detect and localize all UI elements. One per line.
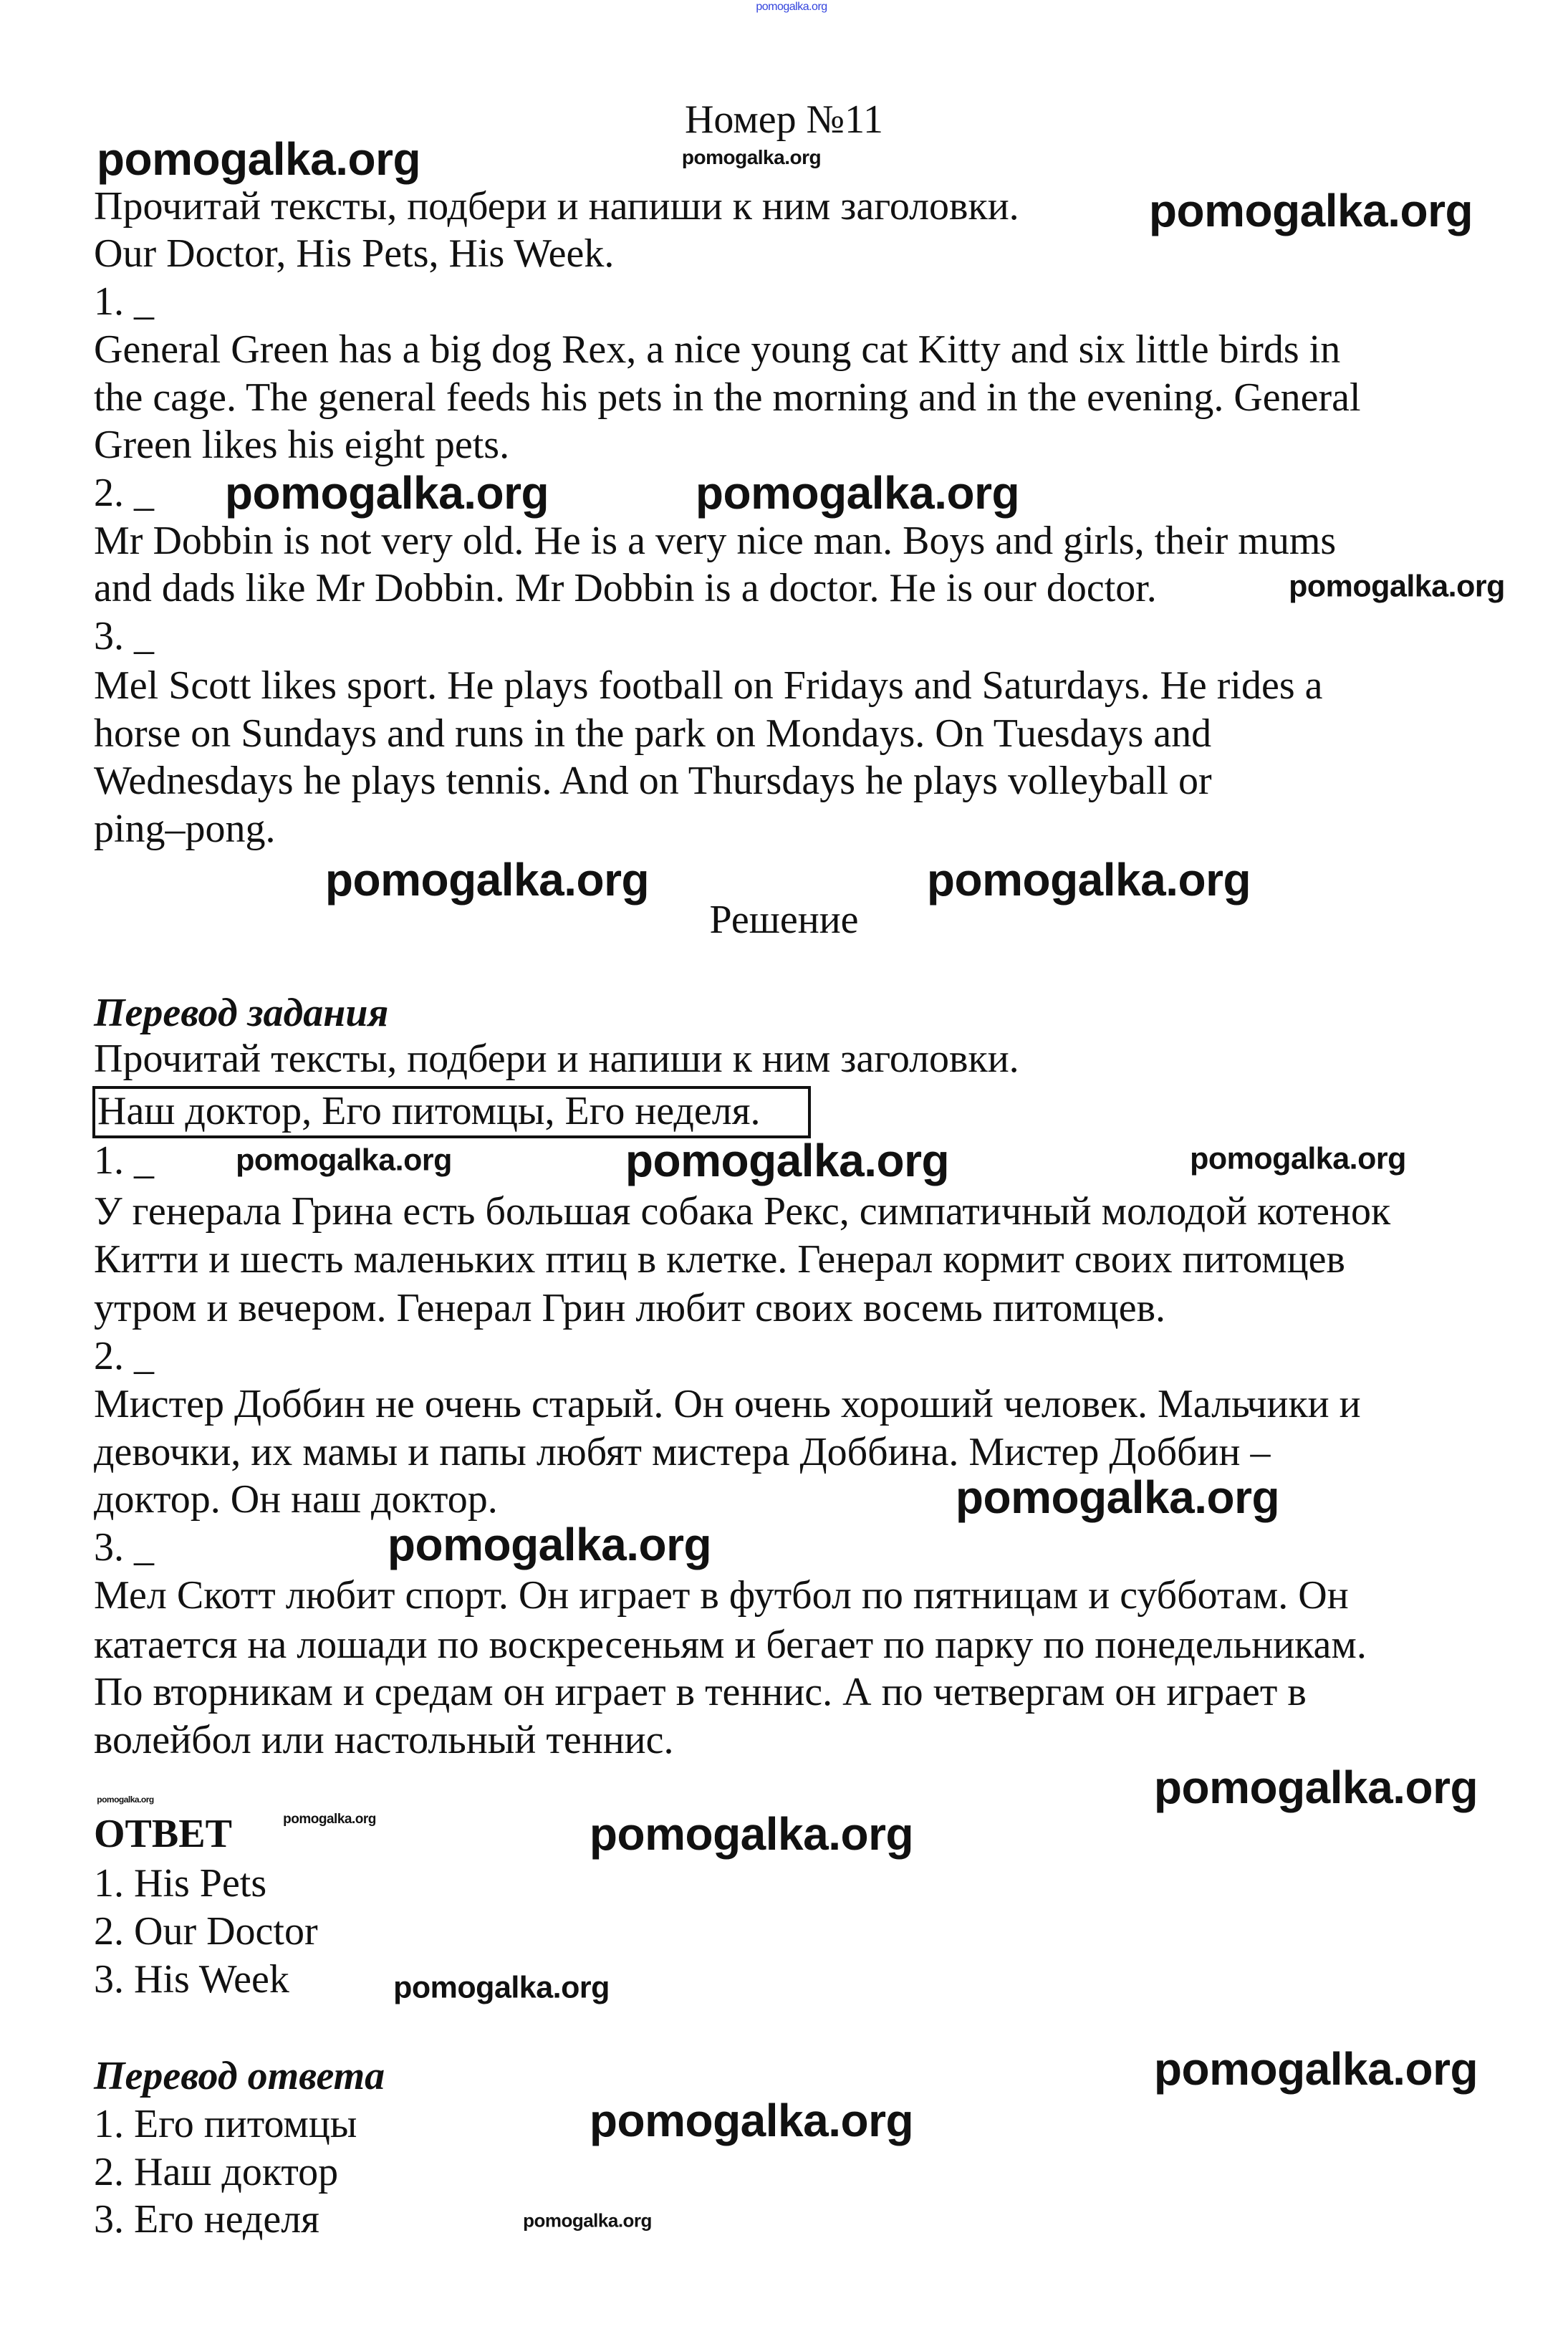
watermark: pomogalka.org xyxy=(324,854,650,906)
text-number: 3. _ xyxy=(94,1525,154,1570)
watermark: pomogalka.org xyxy=(224,467,549,519)
text-number: 1. _ xyxy=(94,279,154,324)
answer-translation-heading: Перевод ответа xyxy=(94,2054,385,2098)
answer-heading: ОТВЕТ xyxy=(94,1812,232,1856)
answer-translation-item: 2. Наш доктор xyxy=(94,2150,339,2194)
answer-translation-item: 3. Его неделя xyxy=(94,2197,319,2242)
translation-heading: Перевод задания xyxy=(94,991,389,1035)
page-title: Номер №11 xyxy=(684,97,884,142)
text-line: Мел Скотт любит спорт. Он играет в футбол по пятницам и субботам. Он xyxy=(94,1573,1349,1618)
text-number: 3. _ xyxy=(94,614,154,658)
watermark: pomogalka.org xyxy=(926,854,1251,906)
text-line: Mel Scott likes sport. He plays football on Fridays and Saturdays. He rides a xyxy=(94,663,1323,708)
watermark: pomogalka.org xyxy=(955,1471,1280,1523)
solution-heading: Решение xyxy=(709,898,859,942)
text-line: Китти и шесть маленьких птиц в клетке. Генерал кормит своих питомцев xyxy=(94,1237,1345,1282)
text-line: доктор. Он наш доктор. xyxy=(94,1477,498,1522)
text-line: волейбол или настольный теннис. xyxy=(94,1718,674,1762)
watermark: pomogalka.org xyxy=(283,1812,376,1827)
text-line: and dads like Mr Dobbin. Mr Dobbin is a doctor. He is our doctor. xyxy=(94,566,1157,610)
watermark: pomogalka.org xyxy=(1148,185,1473,236)
text-line: утром и вечером. Генерал Грин любит своих восемь питомцев. xyxy=(94,1286,1166,1330)
translation-options: Наш доктор, Его питомцы, Его неделя. xyxy=(97,1089,761,1133)
watermark: pomogalka.org xyxy=(1289,569,1505,604)
watermark: pomogalka.org xyxy=(695,467,1020,519)
watermark: pomogalka.org xyxy=(756,1,827,13)
text-number: 2. _ xyxy=(94,1334,154,1378)
watermark: pomogalka.org xyxy=(589,2095,914,2146)
watermark: pomogalka.org xyxy=(589,1808,914,1860)
task-instruction: Прочитай тексты, подбери и напиши к ним заголовки. xyxy=(94,184,1019,229)
watermark: pomogalka.org xyxy=(97,1795,154,1805)
text-line: По вторникам и средам он играет в теннис. А по четвергам он играет в xyxy=(94,1670,1307,1714)
text-line: horse on Sundays and runs in the park on Mondays. On Tuesdays and xyxy=(94,711,1212,756)
watermark: pomogalka.org xyxy=(393,1970,610,2005)
watermark: pomogalka.org xyxy=(1190,1141,1406,1176)
answer-translation-item: 1. Его питомцы xyxy=(94,2102,357,2146)
text-line: ping–pong. xyxy=(94,807,276,851)
text-line: Wednesdays he plays tennis. And on Thursdays he plays volleyball or xyxy=(94,759,1212,803)
text-line: девочки, их мамы и папы любят мистера Доббина. Мистер Доббин – xyxy=(94,1430,1271,1474)
watermark: pomogalka.org xyxy=(625,1135,950,1186)
text-number: 2. _ xyxy=(94,471,154,515)
translation-instruction: Прочитай тексты, подбери и напиши к ним заголовки. xyxy=(94,1037,1019,1081)
answer-item: 3. His Week xyxy=(94,1957,289,2002)
text-line: Green likes his eight pets. xyxy=(94,423,510,467)
watermark: pomogalka.org xyxy=(523,2209,652,2232)
answer-item: 2. Our Doctor xyxy=(94,1909,318,1954)
watermark: pomogalka.org xyxy=(681,146,822,168)
watermark: pomogalka.org xyxy=(236,1143,452,1178)
text-line: Mr Dobbin is not very old. He is a very nice man. Boys and girls, their mums xyxy=(94,519,1337,563)
text-number: 1. _ xyxy=(94,1138,154,1183)
watermark: pomogalka.org xyxy=(387,1519,712,1570)
text-line: катается на лошади по воскресеньям и бегает по парку по понедельникам. xyxy=(94,1623,1367,1667)
text-line: General Green has a big dog Rex, a nice young cat Kitty and six little birds in xyxy=(94,327,1341,372)
watermark: pomogalka.org xyxy=(1153,1762,1478,1813)
task-options: Our Doctor, His Pets, His Week. xyxy=(94,231,615,276)
text-line: Мистер Доббин не очень старый. Он очень хороший человек. Мальчики и xyxy=(94,1382,1361,1426)
answer-item: 1. His Pets xyxy=(94,1861,267,1906)
text-line: the cage. The general feeds his pets in the morning and in the evening. General xyxy=(94,375,1361,420)
watermark: pomogalka.org xyxy=(1153,2043,1478,2095)
watermark: pomogalka.org xyxy=(96,133,421,185)
text-line: У генерала Грина есть большая собака Рекс, симпатичный молодой котенок xyxy=(94,1189,1391,1234)
